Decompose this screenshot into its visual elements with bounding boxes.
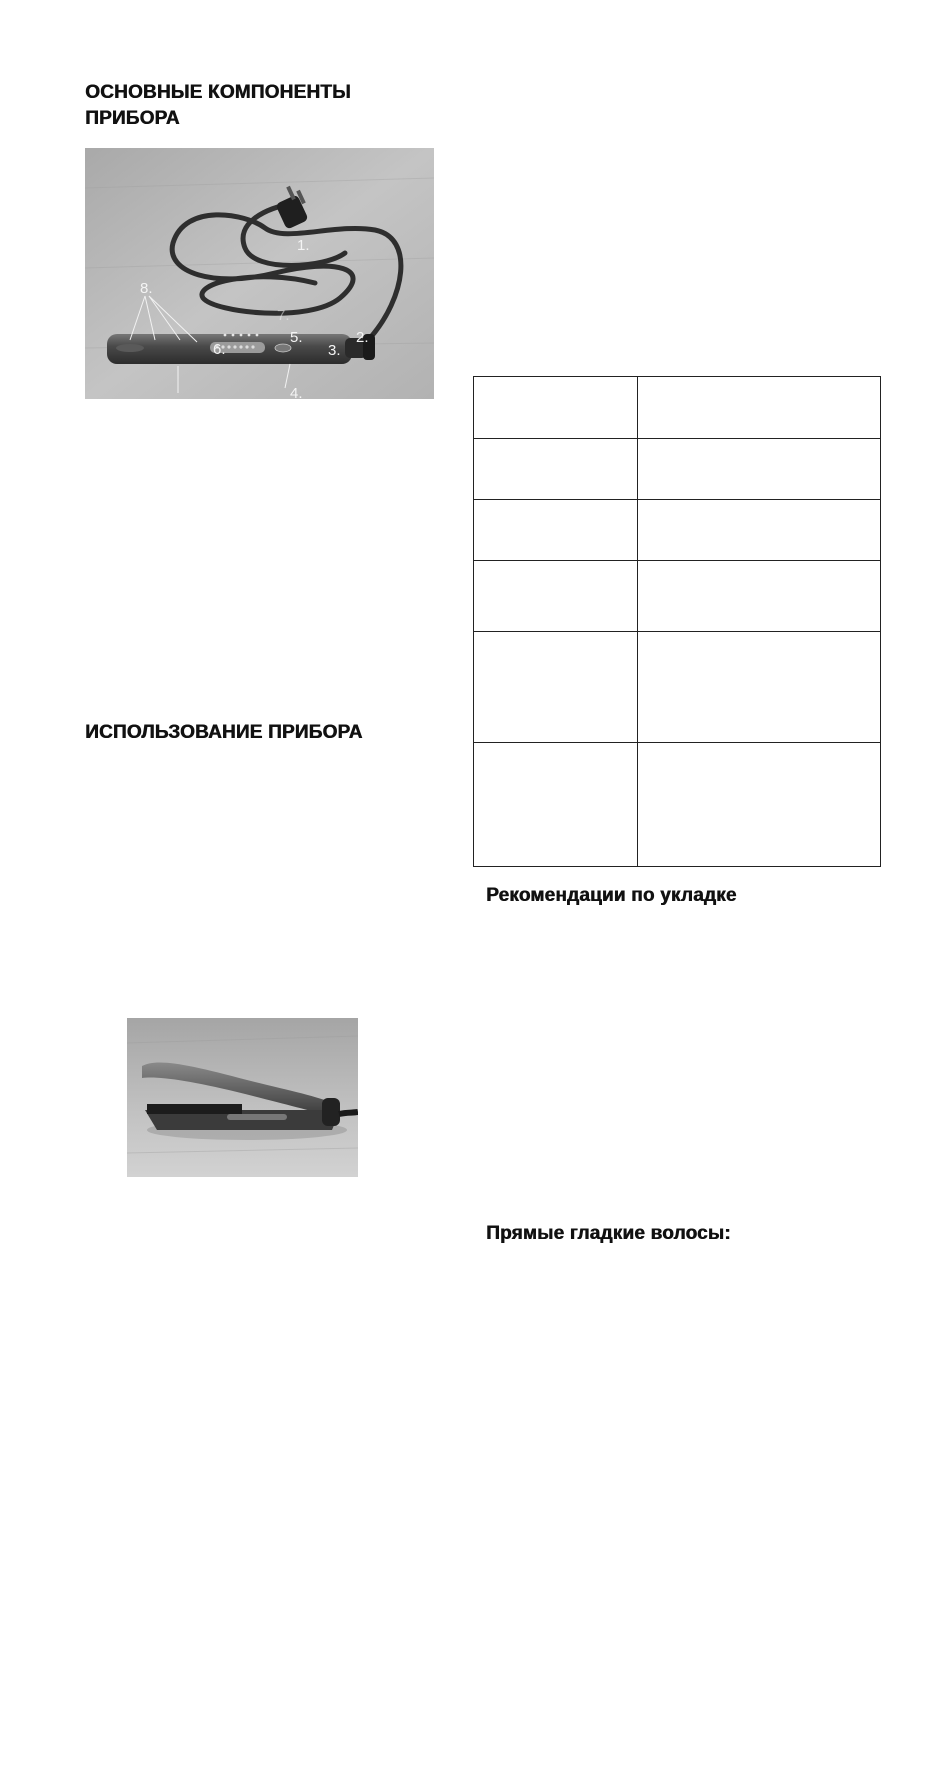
section-heading-straight-hair: Прямые гладкие волосы:: [486, 1223, 731, 1244]
callout-6: 6.: [213, 341, 226, 358]
table-cell: [474, 561, 638, 632]
table-cell: [638, 743, 881, 867]
section-heading-components: ОСНОВНЫЕ КОМПОНЕНТЫ ПРИБОРА: [85, 82, 351, 129]
callout-2: 2.: [356, 329, 369, 346]
specification-table: [473, 376, 881, 867]
callout-8: 8.: [140, 280, 153, 297]
table-row: [474, 561, 881, 632]
callout-4: 4.: [290, 385, 303, 399]
appliance-components-photo: [85, 148, 434, 399]
table-row: [474, 377, 881, 439]
callout-7: 7.: [277, 307, 290, 324]
table-cell: [474, 632, 638, 743]
table-cell: [474, 500, 638, 561]
section-heading-recommendations: Рекомендации по укладке: [486, 885, 737, 906]
appliance-open-photo: [127, 1018, 358, 1177]
table-cell: [638, 439, 881, 500]
table-row: [474, 743, 881, 867]
callout-1: 1.: [297, 237, 310, 254]
table-cell: [638, 632, 881, 743]
table-cell: [638, 377, 881, 439]
section-heading-usage: ИСПОЛЬЗОВАНИЕ ПРИБОРА: [85, 722, 363, 743]
table-row: [474, 500, 881, 561]
callout-5: 5.: [290, 329, 303, 346]
table-cell: [638, 561, 881, 632]
callout-3: 3.: [328, 342, 341, 359]
table-row: [474, 439, 881, 500]
table-cell: [474, 377, 638, 439]
table-cell: [638, 500, 881, 561]
table-row: [474, 632, 881, 743]
table-cell: [474, 743, 638, 867]
table-cell: [474, 439, 638, 500]
